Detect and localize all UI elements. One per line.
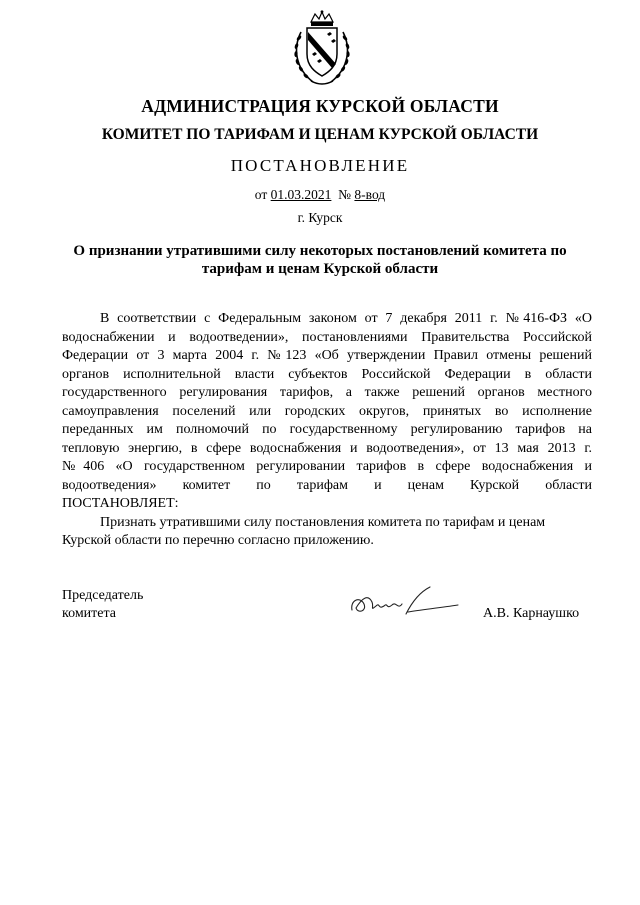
document-type-title: ПОСТАНОВЛЕНИЕ bbox=[230, 156, 410, 175]
body-line: водоснабжении и водоотведении», постановлениями Правительства Российской bbox=[62, 329, 592, 345]
city-line: г. Курск bbox=[297, 210, 343, 225]
body-line: водоотведения» комитет по тарифам и ценам Курской области bbox=[62, 477, 592, 493]
body-line: органов исполнительной власти субъектов Российской Федерации в области bbox=[62, 366, 592, 382]
body-line: В соответствии с Федеральным законом от 7 декабря 2011 г. №416-ФЗ «О bbox=[100, 311, 592, 326]
date-prefix: от bbox=[254, 187, 268, 202]
handwritten-signature bbox=[348, 584, 460, 618]
signatory-title-line: комитета bbox=[62, 606, 117, 621]
coat-of-arms-emblem bbox=[291, 10, 353, 88]
body-line: тепловую энергию, в сфере водоснабжения и водоотведения», от 13 мая 2013 г. bbox=[62, 440, 592, 456]
subject-line: тарифам и ценам Курской области bbox=[201, 261, 439, 277]
document-number: 8-вод bbox=[354, 187, 386, 202]
body-line: самоуправления поселений или городских округов, принятых во исполнение bbox=[62, 403, 592, 419]
body-line: государственного регулирования тарифов, а также решений органов местного bbox=[62, 385, 592, 400]
body-line: переданных им полномочий по государственному регулированию тарифов на bbox=[62, 422, 592, 437]
administration-heading: АДМИНИСТРАЦИЯ КУРСКОЙ ОБЛАСТИ bbox=[141, 96, 499, 116]
body-line: Федерации от 3 марта 2004 г. №123 «Об утверждении Правил отмены решений bbox=[62, 348, 592, 363]
document-date: 01.03.2021 bbox=[270, 187, 332, 202]
number-prefix: № bbox=[338, 187, 352, 202]
subject-line: О признании утратившими силу некоторых постановлений комитета по bbox=[73, 243, 567, 259]
document-body bbox=[62, 310, 592, 551]
body-line: №406 «О государственном регулировании тарифов в сфере водоснабжения и bbox=[62, 459, 592, 474]
document-subject bbox=[0, 242, 640, 278]
signatory-title bbox=[62, 587, 143, 623]
signatory-title-line: Председатель bbox=[62, 588, 144, 603]
body-line: Признать утратившими силу постановления комитета по тарифам и ценам bbox=[100, 514, 546, 530]
committee-heading: КОМИТЕТ ПО ТАРИФАМ И ЦЕНАМ КУРСКОЙ ОБЛАСТИ bbox=[101, 126, 539, 143]
signatory-name: А.В. Карнаушко bbox=[483, 606, 580, 621]
resolves-keyword: ПОСТАНОВЛЯЕТ: bbox=[62, 496, 179, 511]
body-line: Курской области по перечню согласно приложению. bbox=[62, 533, 374, 548]
date-number-line bbox=[0, 187, 640, 203]
